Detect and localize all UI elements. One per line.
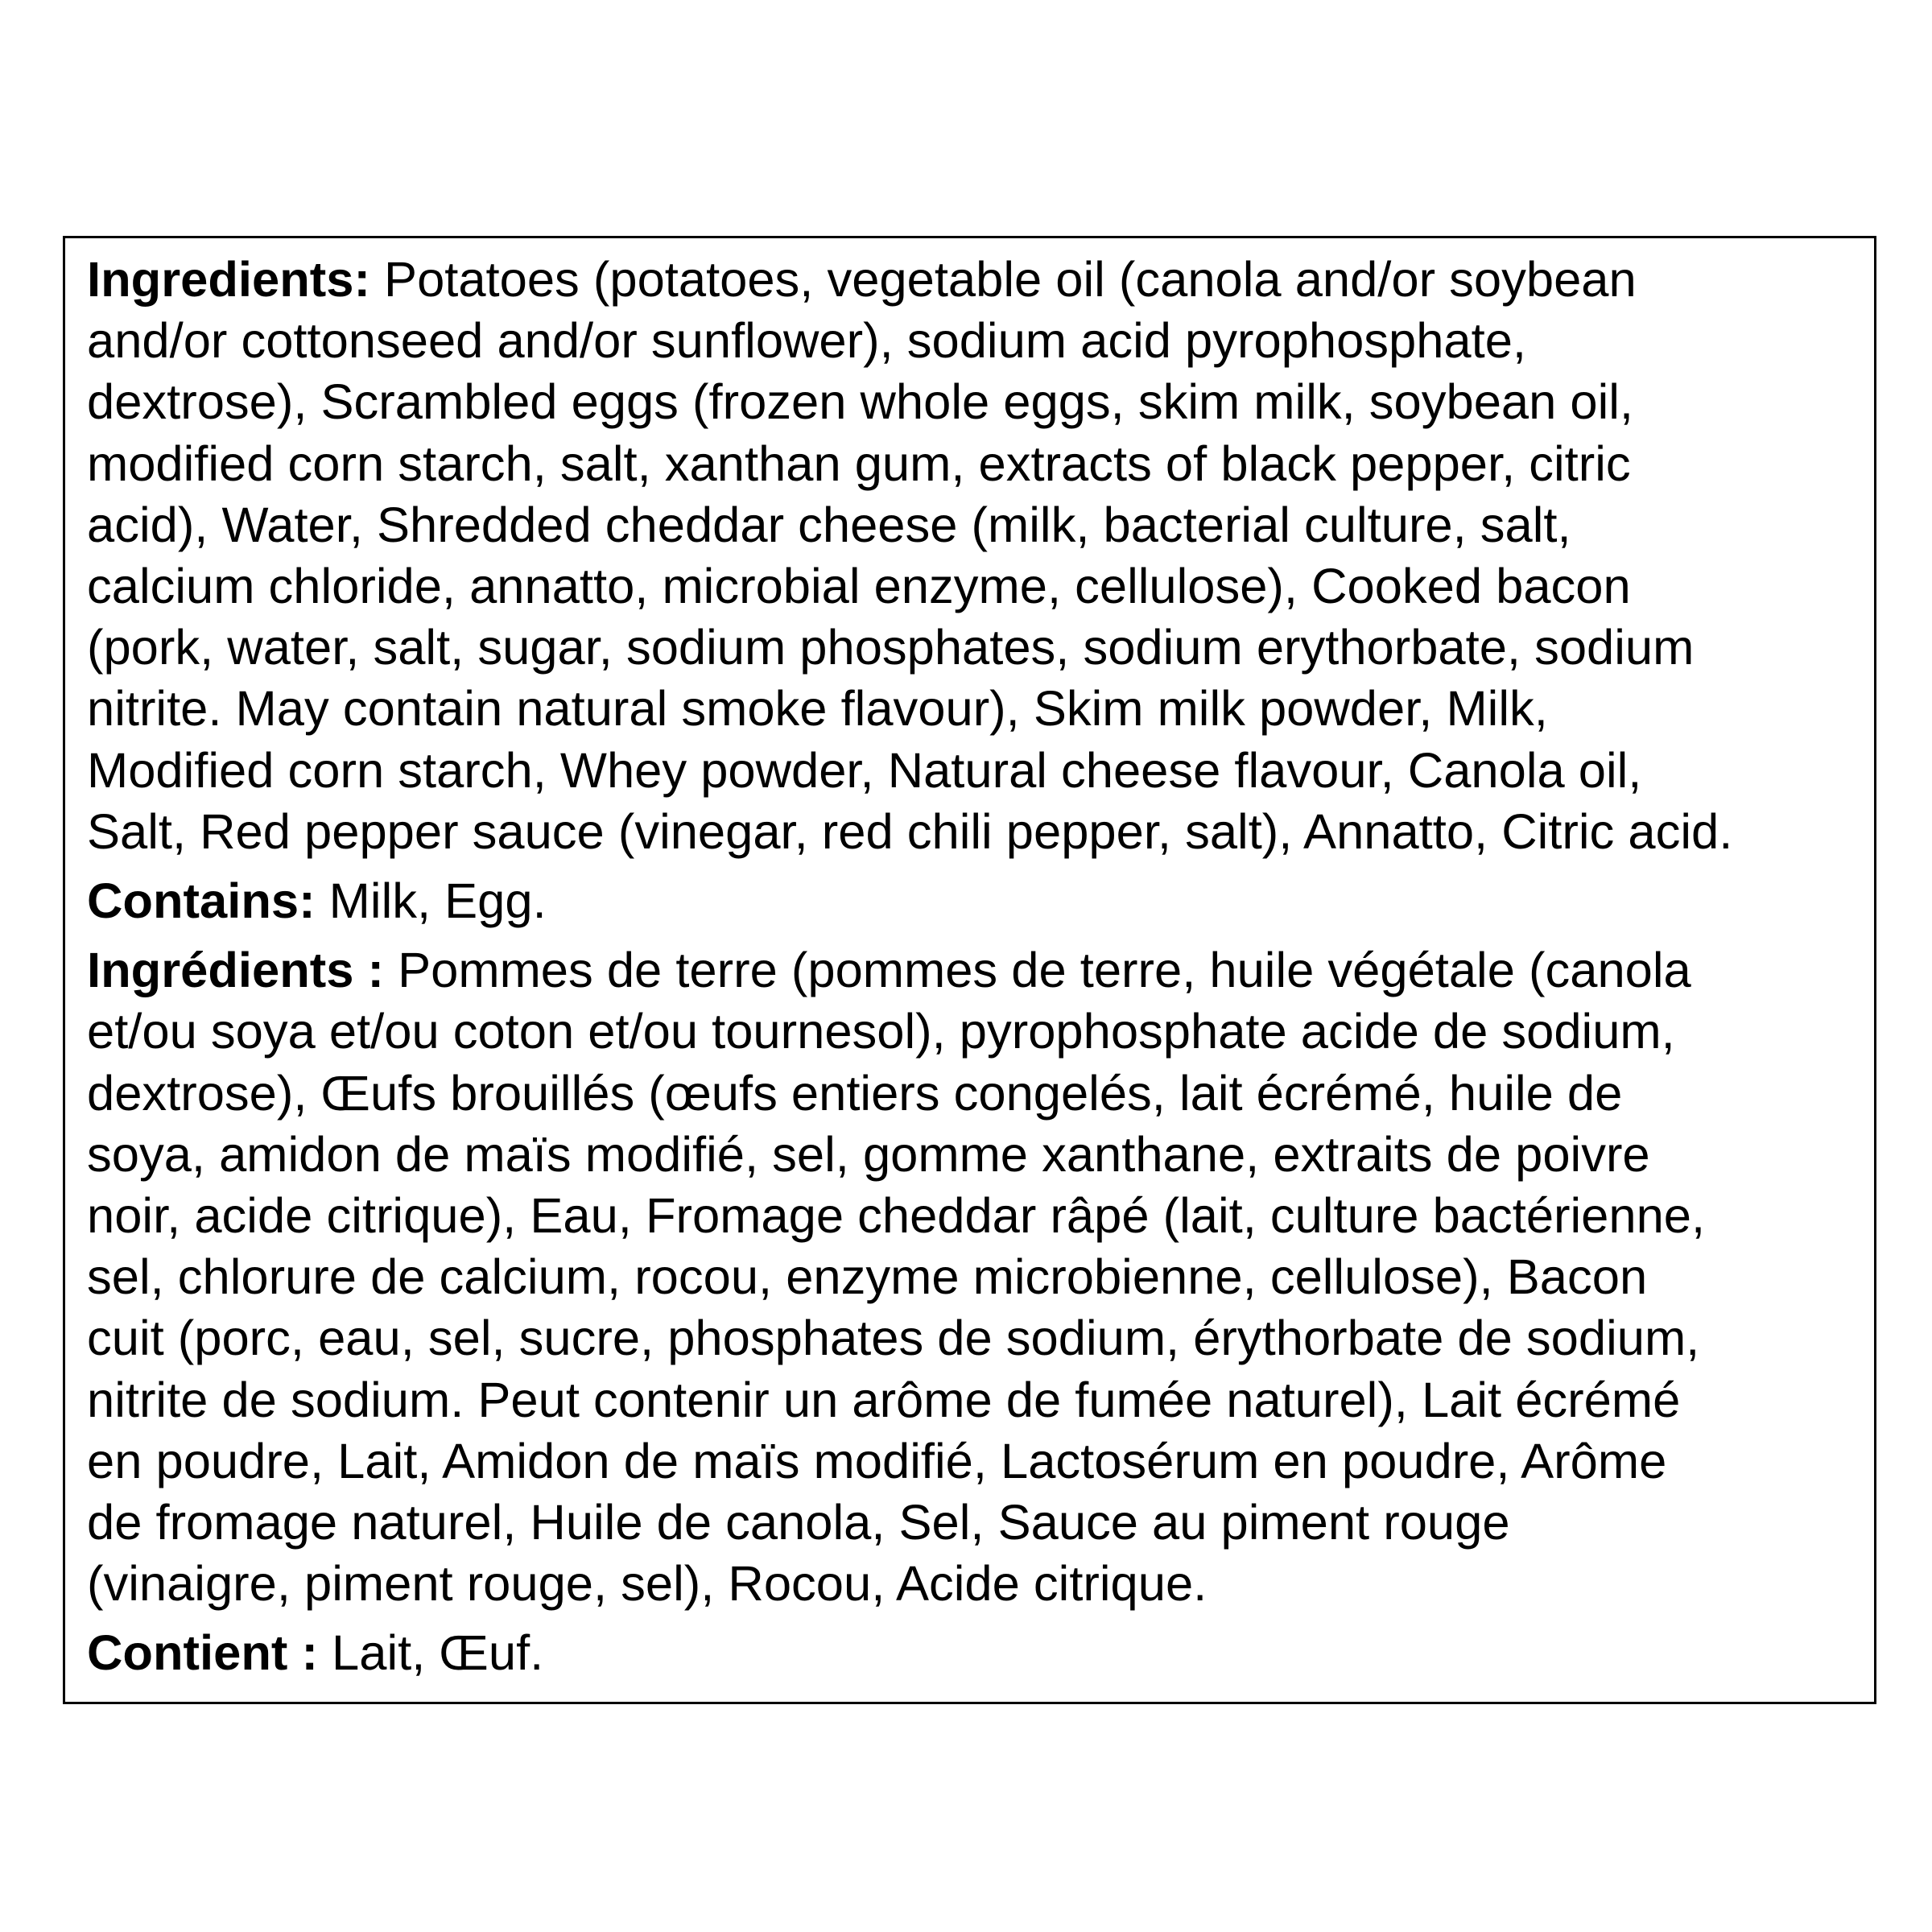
ingredients-en-line: modified corn starch, salt, xanthan gum, extracts of black pepper, citric [87, 436, 1631, 492]
ingredients-fr-line: Pommes de terre (pommes de terre, huile végétale (canola [398, 943, 1691, 999]
ingredients-fr-line: nitrite de sodium. Peut contenir un arôme de fumée naturel), Lait écrémé [87, 1372, 1681, 1428]
ingredients-panel [63, 236, 1876, 1704]
ingredients-fr-line: (vinaigre, piment rouge, sel), Rocou, Acide citrique. [87, 1556, 1208, 1612]
ingredients-en-line: nitrite. May contain natural smoke flavour), Skim milk powder, Milk, [87, 681, 1548, 737]
ingredients-en-line: dextrose), Scrambled eggs (frozen whole eggs, skim milk, soybean oil, [87, 374, 1634, 431]
ingredients-en-line: calcium chloride, annatto, microbial enzyme, cellulose), Cooked bacon [87, 559, 1631, 615]
contains-en [87, 871, 1876, 932]
ingredients-fr-line: sel, chlorure de calcium, rocou, enzyme microbienne, cellulose), Bacon [87, 1249, 1648, 1306]
ingredients-en-line: Potatoes (potatoes, vegetable oil (canola and/or soybean [384, 252, 1637, 308]
ingredients-fr-line: soya, amidon de maïs modifié, sel, gomme xanthane, extraits de poivre [87, 1126, 1650, 1183]
ingredients-en-label: Ingredients: [87, 252, 370, 308]
contains-en-text: Milk, Egg. [328, 873, 547, 930]
ingredients-fr-line: cuit (porc, eau, sel, sucre, phosphates de sodium, érythorbate de sodium, [87, 1311, 1700, 1367]
contains-fr [87, 1623, 1876, 1684]
ingredients-en-line: Modified corn starch, Whey powder, Natural cheese flavour, Canola oil, [87, 742, 1642, 799]
ingredients-en [87, 250, 1876, 863]
contains-fr-label: Contient : [87, 1625, 318, 1682]
ingredients-fr-line: en poudre, Lait, Amidon de maïs modifié, Lactosérum en poudre, Arôme [87, 1433, 1667, 1489]
ingredients-fr-line: noir, acide citrique), Eau, Fromage cheddar râpé (lait, culture bactérienne, [87, 1188, 1706, 1245]
contains-fr-text: Lait, Œuf. [332, 1625, 544, 1682]
ingredients-en-line: Salt, Red pepper sauce (vinegar, red chili pepper, salt), Annatto, Citric acid. [87, 803, 1733, 860]
ingredients-en-line: (pork, water, salt, sugar, sodium phosphates, sodium erythorbate, sodium [87, 620, 1695, 676]
ingredients-en-line: acid), Water, Shredded cheddar cheese (milk, bacterial culture, salt, [87, 497, 1571, 553]
ingredients-en-line: and/or cottonseed and/or sunflower), sodium acid pyrophosphate, [87, 313, 1527, 369]
ingredients-content [87, 250, 1876, 1685]
ingredients-fr [87, 940, 1876, 1615]
ingredients-fr-line: de fromage naturel, Huile de canola, Sel, Sauce au piment rouge [87, 1495, 1510, 1551]
contains-en-label: Contains: [87, 873, 316, 930]
ingredients-fr-line: et/ou soya et/ou coton et/ou tournesol), pyrophosphate acide de sodium, [87, 1004, 1675, 1060]
ingredients-fr-label: Ingrédients : [87, 943, 385, 999]
ingredients-fr-line: dextrose), Œufs brouillés (œufs entiers congelés, lait écrémé, huile de [87, 1065, 1623, 1121]
